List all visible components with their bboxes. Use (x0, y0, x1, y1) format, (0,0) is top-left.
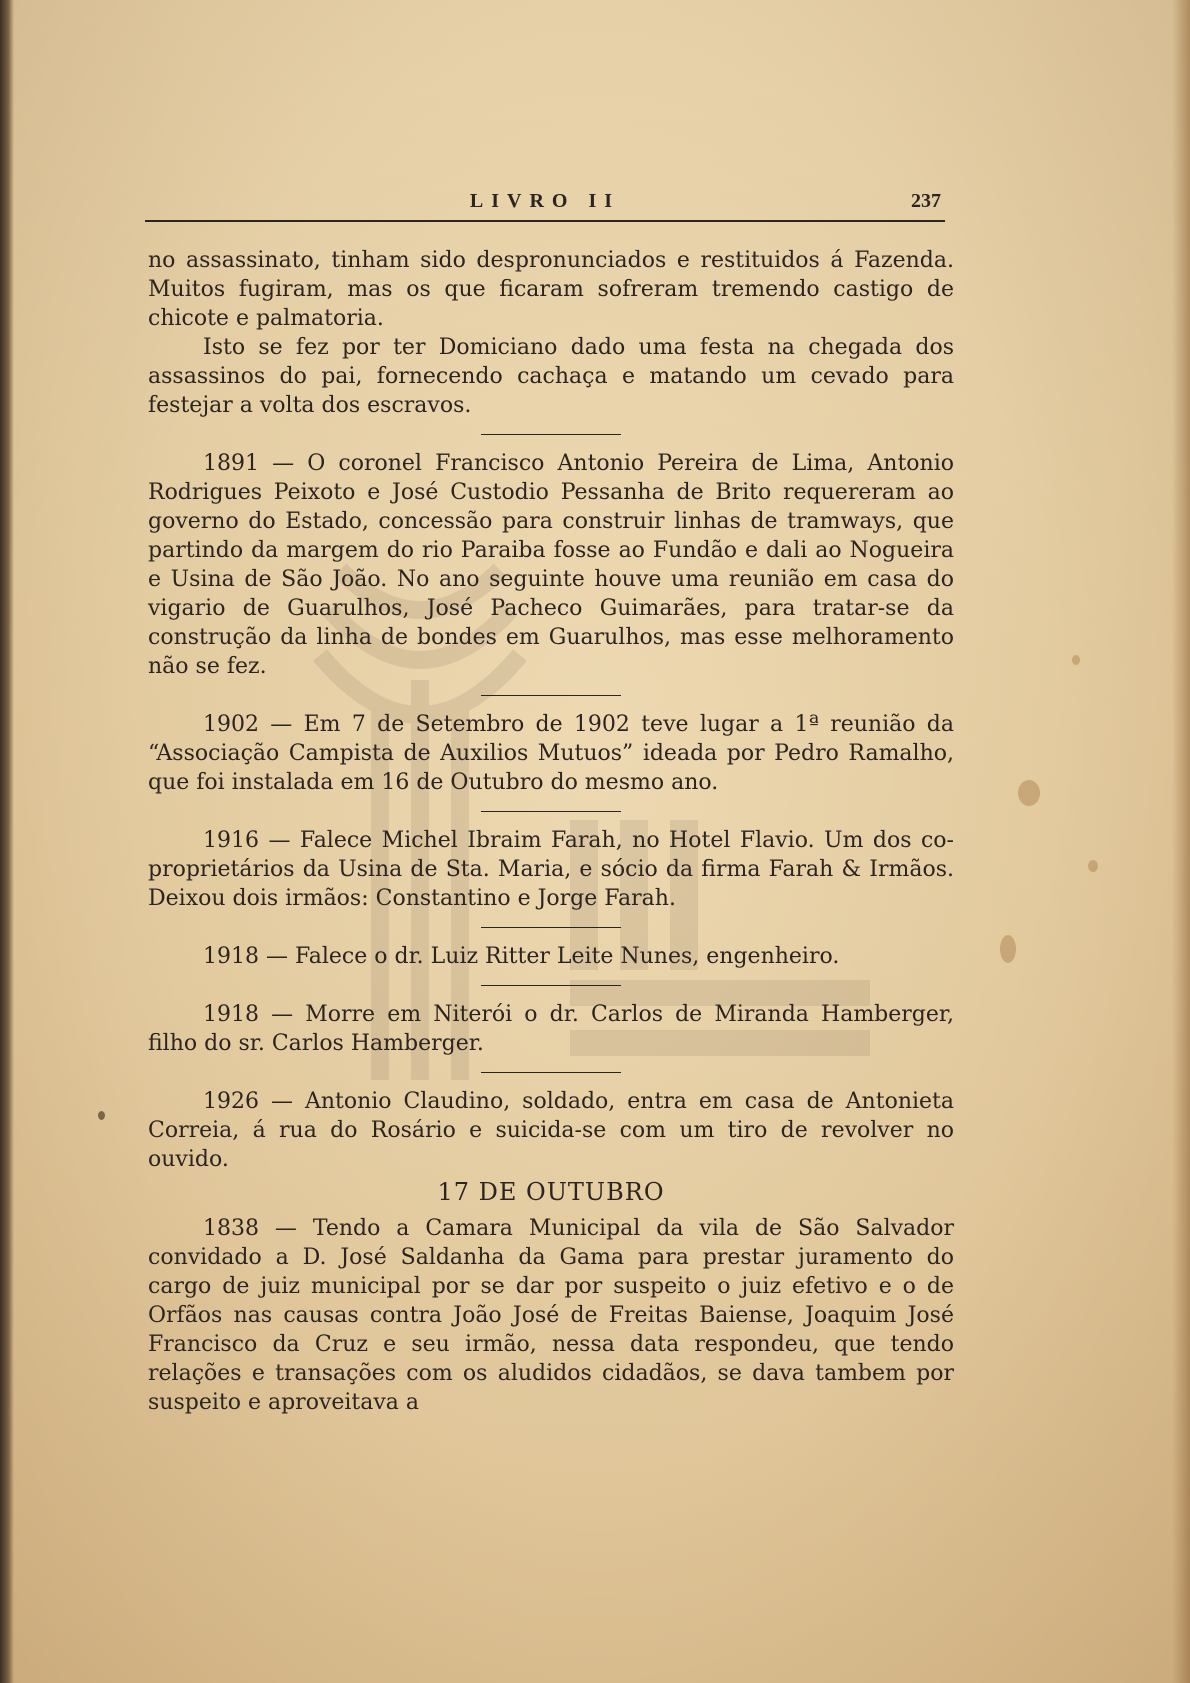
separator-rule (481, 695, 621, 696)
separator-rule (481, 1072, 621, 1073)
page-right-edge-shadow (1172, 0, 1190, 1683)
entry-1891: 1891 — O coronel Francisco Antonio Pereira de Lima, Antonio Rodrigues Peixoto e José Custodio Pessanha de Brito requereram ao governo do Estado, concessão para construir linhas de tramways, que partindo da margem do rio Paraiba fosse ao Fundão e dali ao Nogueira e Usina de São João. No ano seguinte houve uma reunião em casa do vigario de Guarulhos, José Pacheco Guimarães, para tratar-se da construção da linha de bondes em Guarulhos, mas esse melhoramento não se fez. (148, 451, 954, 679)
separator-rule (481, 434, 621, 435)
foxing-spot (1072, 655, 1080, 665)
separator-rule (481, 927, 621, 928)
foxing-spot (1000, 935, 1016, 963)
page-header (145, 190, 945, 224)
separator-rule (481, 985, 621, 986)
page-left-edge-shadow (0, 0, 14, 1683)
paragraph: no assassinato, tinham sido despronunciados e restituidos á Fazenda. Muitos fugiram, mas os que ficaram sofreram tremendo castigo de chicote e palmatoria. (148, 248, 954, 331)
separator-rule (481, 811, 621, 812)
entry-1926: 1926 — Antonio Claudino, soldado, entra em casa de Antonieta Correia, á rua do Rosário e suicida-se com um tiro de revolver no ouvido. (148, 1089, 954, 1172)
body-text (148, 246, 954, 1417)
section-title: 17 DE OUTUBRO (437, 1178, 665, 1206)
entry-1918-hamberger: 1918 — Morre em Niterói o dr. Carlos de Miranda Hamberger, filho do sr. Carlos Hamberger. (148, 1002, 954, 1056)
foxing-spot (1018, 780, 1040, 806)
page-number: 237 (911, 190, 941, 212)
foxing-spot (1088, 860, 1098, 872)
paragraph: Isto se fez por ter Domiciano dado uma festa na chegada dos assassinos do pai, fornecendo cachaça e matando um cevado para festejar a volta dos escravos. (148, 335, 954, 418)
entry-1902: 1902 — Em 7 de Setembro de 1902 teve lugar a 1ª reunião da “Associação Campista de Auxilios Mutuos” ideada por Pedro Ramalho, que foi instalada em 16 de Outubro do mesmo ano. (148, 712, 954, 795)
entry-1918-nunes: 1918 — Falece o dr. Luiz Ritter Leite Nunes, engenheiro. (203, 944, 840, 969)
header-rule (145, 220, 945, 222)
entry-1916: 1916 — Falece Michel Ibraim Farah, no Hotel Flavio. Um dos co-proprietários da Usina de Sta. Maria, e sócio da firma Farah & Irmãos. Deixou dois irmãos: Constantino e Jorge Farah. (148, 828, 954, 911)
entry-1838: 1838 — Tendo a Camara Municipal da vila de São Salvador convidado a D. José Saldanha da Gama para prestar juramento do cargo de juiz municipal por se dar por suspeito o juiz efetivo e o de Orfãos nas causas contra João José de Freitas Baiense, Joaquim José Francisco da Cruz e seu irmão, nessa data respondeu, que tendo relações e transações com os aludidos cidadãos, se dava tambem por suspeito e aproveitava a (148, 1216, 954, 1415)
foxing-spot (98, 1111, 105, 1120)
running-head: LIVRO II (469, 190, 621, 212)
